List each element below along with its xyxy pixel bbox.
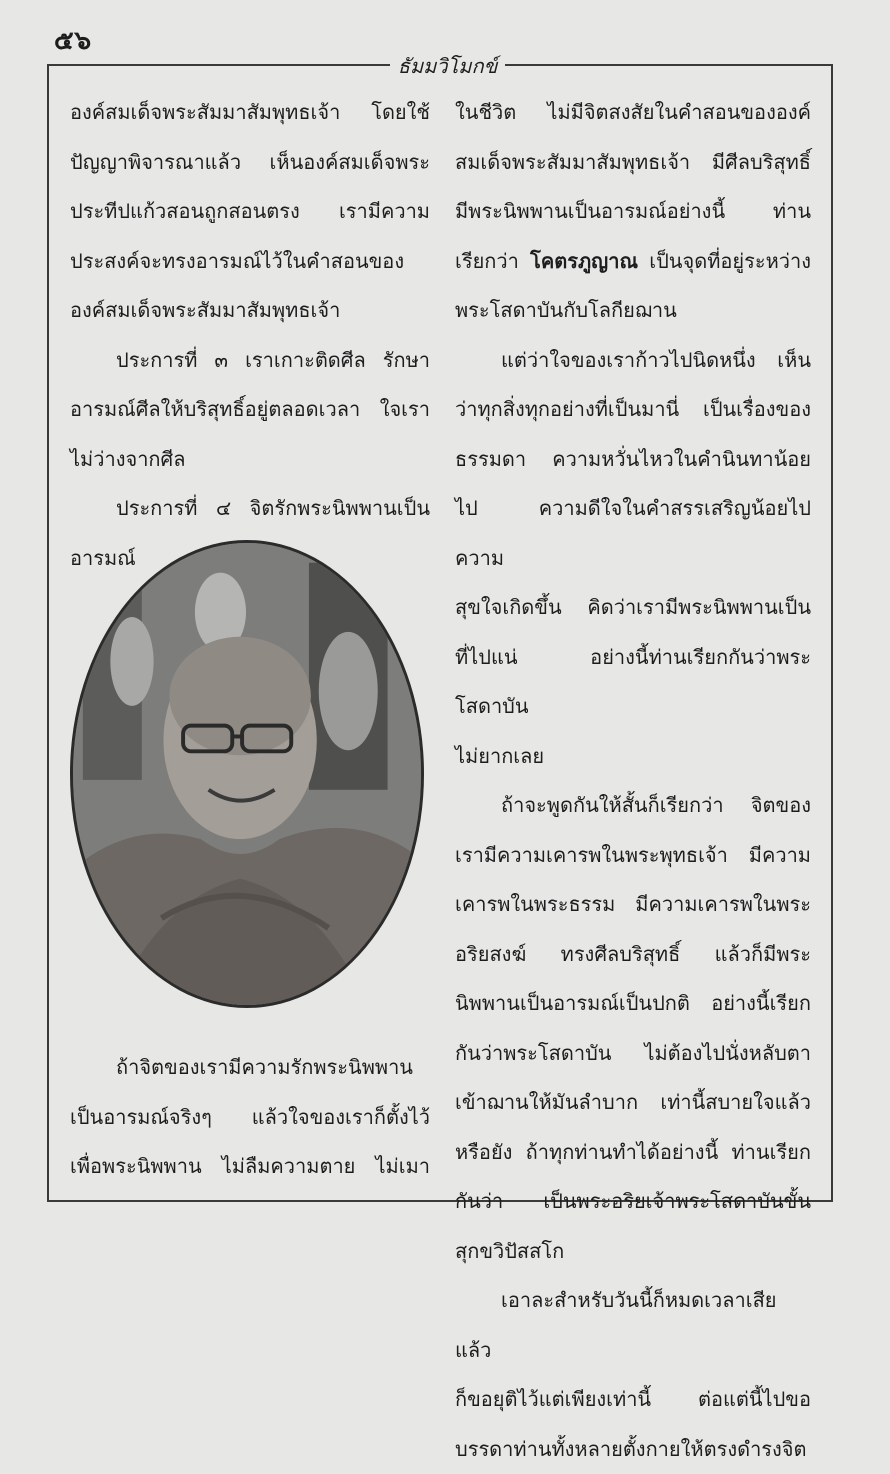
text-line: ไป ความดีใจในคำสรรเสริญน้อยไป ความ (455, 484, 811, 583)
text-line: เอาละสำหรับวันนี้ก็หมดเวลาเสียแล้ว (455, 1276, 811, 1375)
left-column-bottom (70, 1043, 430, 1192)
text-line: องค์สมเด็จพระสัมมาสัมพุทธเจ้า โดยใช้ (70, 88, 430, 138)
text-segment: เรียกว่า (455, 249, 530, 273)
text-segment: เป็นจุดที่อยู่ระหว่าง (638, 249, 811, 273)
text-line: หรือยัง ถ้าทุกท่านทำได้อย่างนี้ ท่านเรียก (455, 1128, 811, 1178)
text-line: ประสงค์จะทรงอารมณ์ไว้ในคำสอนของ (70, 237, 430, 287)
text-line: เป็นอารมณ์จริงๆ แล้วใจของเราก็ตั้งไว้ (70, 1093, 430, 1143)
text-line: ถ้าจะพูดกันให้สั้นก็เรียกว่า จิตของ (455, 781, 811, 831)
monk-portrait-illustration (73, 543, 421, 1005)
text-line: ไม่ว่างจากศีล (70, 435, 430, 485)
text-line: กันว่าพระโสดาบัน ไม่ต้องไปนั่งหลับตา (455, 1029, 811, 1079)
text-line: บรรดาท่านทั้งหลายตั้งกายให้ตรงดำรงจิต (455, 1425, 811, 1474)
text-line: พระโสดาบันกับโลกียฌาน (455, 286, 811, 336)
text-line: สมเด็จพระสัมมาสัมพุทธเจ้า มีศีลบริสุทธิ์ (455, 138, 811, 188)
text-line: สุขใจเกิดขึ้น คิดว่าเรามีพระนิพพานเป็น (455, 583, 811, 633)
text-line: อารมณ์ศีลให้บริสุทธิ์อยู่ตลอดเวลา ใจเรา (70, 385, 430, 435)
right-column (455, 88, 811, 1474)
text-line: อริยสงฆ์ ทรงศีลบริสุทธิ์ แล้วก็มีพระ (455, 930, 811, 980)
text-line: ประการที่ ๓ เราเกาะติดศีล รักษา (70, 336, 430, 386)
page-number: ๕๖ (54, 20, 92, 61)
text-line: กันว่า เป็นพระอริยเจ้าพระโสดาบันขั้น (455, 1177, 811, 1227)
text-line: ว่าทุกสิ่งทุกอย่างที่เป็นมานี่ เป็นเรื่องของ (455, 385, 811, 435)
text-line: ประทีปแก้วสอนถูกสอนตรง เรามีความ (70, 187, 430, 237)
text-line: เรามีความเคารพในพระพุทธเจ้า มีความ (455, 831, 811, 881)
text-line (455, 237, 811, 287)
text-line: เข้าฌานให้มันลำบาก เท่านี้สบายใจแล้ว (455, 1078, 811, 1128)
text-line: ก็ขอยุติไว้แต่เพียงเท่านี้ ต่อแต่นี้ไปขอ (455, 1375, 811, 1425)
left-column-top (70, 88, 430, 583)
text-line: สุกขวิปัสสโก (455, 1227, 811, 1277)
text-line: ประการที่ ๔ จิตรักพระนิพพานเป็น (70, 484, 430, 534)
text-line: องค์สมเด็จพระสัมมาสัมพุทธเจ้า (70, 286, 430, 336)
text-line: ถ้าจิตของเรามีความรักพระนิพพาน (70, 1043, 430, 1093)
text-line: ปัญญาพิจารณาแล้ว เห็นองค์สมเด็จพระ (70, 138, 430, 188)
text-line: มีพระนิพพานเป็นอารมณ์อย่างนี้ ท่าน (455, 187, 811, 237)
text-line: แต่ว่าใจของเราก้าวไปนิดหนึ่ง เห็น (455, 336, 811, 386)
text-line: อารมณ์ (70, 534, 430, 584)
text-line: เพื่อพระนิพพาน ไม่ลืมความตาย ไม่เมา (70, 1142, 430, 1192)
text-line: เคารพในพระธรรม มีความเคารพในพระ (455, 880, 811, 930)
text-line: ในชีวิต ไม่มีจิตสงสัยในคำสอนขององค์ (455, 88, 811, 138)
monk-photo (70, 540, 424, 1008)
running-header: ธัมมวิโมกข์ (390, 50, 505, 82)
bold-term: โคตรภูญาณ (530, 249, 638, 273)
text-line: ที่ไปแน่ อย่างนี้ท่านเรียกกันว่าพระโสดาบัน (455, 633, 811, 732)
text-line: นิพพานเป็นอารมณ์เป็นปกติ อย่างนี้เรียก (455, 979, 811, 1029)
text-line: ธรรมดา ความหวั่นไหวในคำนินทาน้อย (455, 435, 811, 485)
text-line: ไม่ยากเลย (455, 732, 811, 782)
